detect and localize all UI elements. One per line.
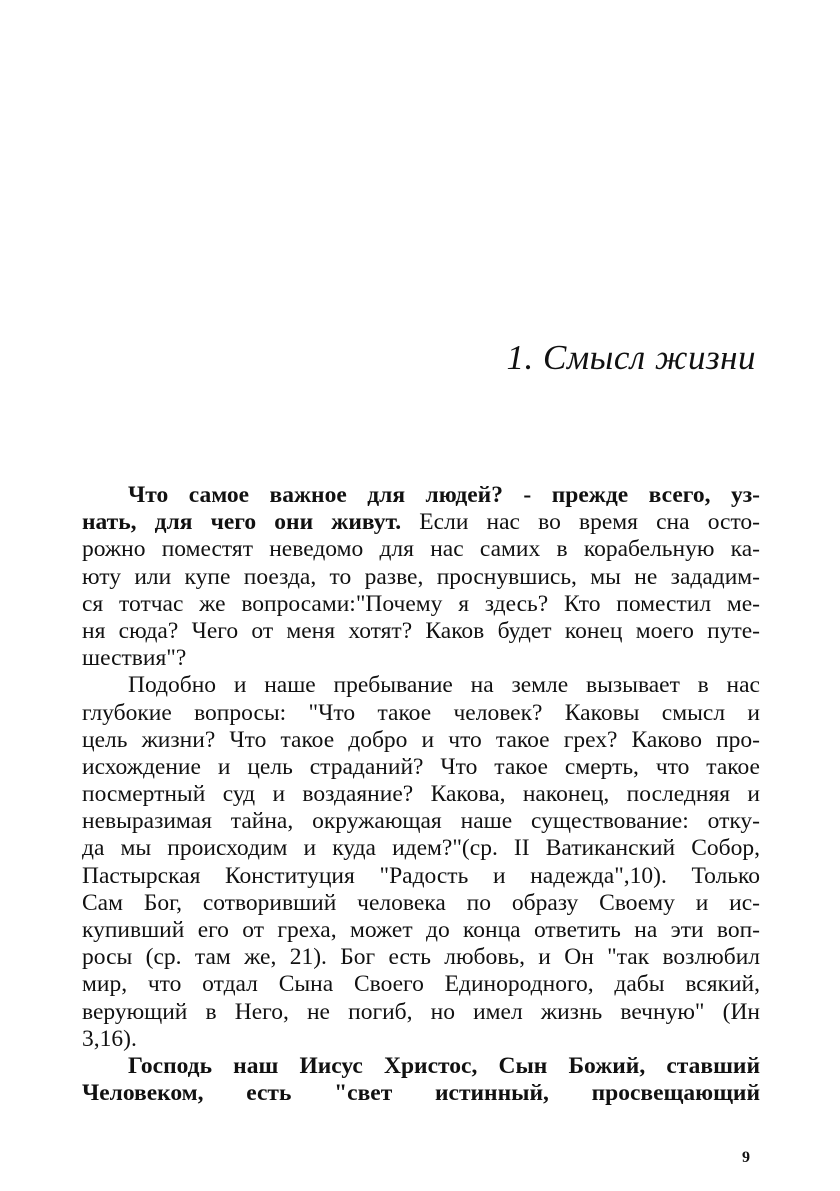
regular-text: да мы происходим и куда идем?"(ср. II Ватиканский Собор, [82,835,760,862]
text-line [82,618,760,645]
regular-text: юту или купе поезда, то разве, проснувшись, мы не зададим- [82,563,760,590]
regular-text: Подобно и наше пребывание на земле вызывает в нас [128,672,760,699]
regular-text: ня сюда? Чего от меня хотят? Каков будет конец моего путе- [82,617,760,644]
regular-text: мир, что отдал Сына Своего Единородного, дабы всякий, [82,971,760,998]
text-line [82,1053,760,1080]
regular-text: посмертный суд и воздаяние? Какова, наконец, последняя и [82,781,760,808]
text-line [82,971,760,998]
text-line [82,591,760,618]
text-line [82,672,760,699]
regular-text: рожно поместят неведомо для нас самих в корабельную ка- [82,536,760,563]
text-line [82,808,760,835]
text-line [82,863,760,890]
bold-text: нать, для чего они живут. [82,509,402,536]
bold-text: Человеком, есть "свет истинный, просвещающий [82,1080,760,1107]
regular-text: Пастырская Конституция "Радость и надежда",10). Только [82,862,760,889]
regular-text: ся тотчас же вопросами:"Почему я здесь? Кто поместил ме- [82,590,760,617]
text-line [82,700,760,727]
regular-text: росы (ср. там же, 21). Бог есть любовь, и Он "так возлюбил [82,944,760,971]
regular-text: купивший его от греха, может до конца ответить на эти воп- [82,917,760,943]
text-line [82,754,760,781]
regular-text: глубокие вопросы: "Что такое человек? Каковы смысл и [82,699,760,726]
chapter-title: 1. Смысл жизни [506,338,756,377]
text-line [82,536,760,563]
regular-text: 3,16). [82,1025,137,1052]
regular-text: Сам Бог, сотворивший человека по образу Своему и ис- [82,889,760,916]
text-line [82,727,760,754]
text-line [82,890,760,917]
text-line [82,509,760,536]
regular-text: исхождение и цель страданий? Что такое смерть, что такое [82,753,760,780]
text-line [82,944,760,971]
page-number: 9 [742,1149,750,1166]
text-line [82,781,760,808]
text-line [82,917,760,944]
text-line [82,835,760,862]
text-line [82,482,760,509]
text-line [82,645,760,672]
regular-text: верующий в Него, не погиб, но имел жизнь вечную" (Ин [82,998,760,1025]
regular-text: Если нас во время сна осто- [401,509,760,536]
text-line [82,1080,760,1107]
regular-text: невыразимая тайна, окружающая наше существование: отку- [82,808,760,835]
bold-text: Что самое важное для людей? - прежде всего, уз- [128,482,760,508]
body-text [82,482,760,1107]
bold-text: Господь наш Иисус Христос, Сын Божий, ставший [128,1052,760,1079]
text-line [82,1026,760,1053]
text-line [82,564,760,591]
regular-text: цель жизни? Что такое добро и что такое грех? Каково про- [82,726,760,753]
text-line [82,999,760,1026]
regular-text: шествия"? [82,645,187,672]
